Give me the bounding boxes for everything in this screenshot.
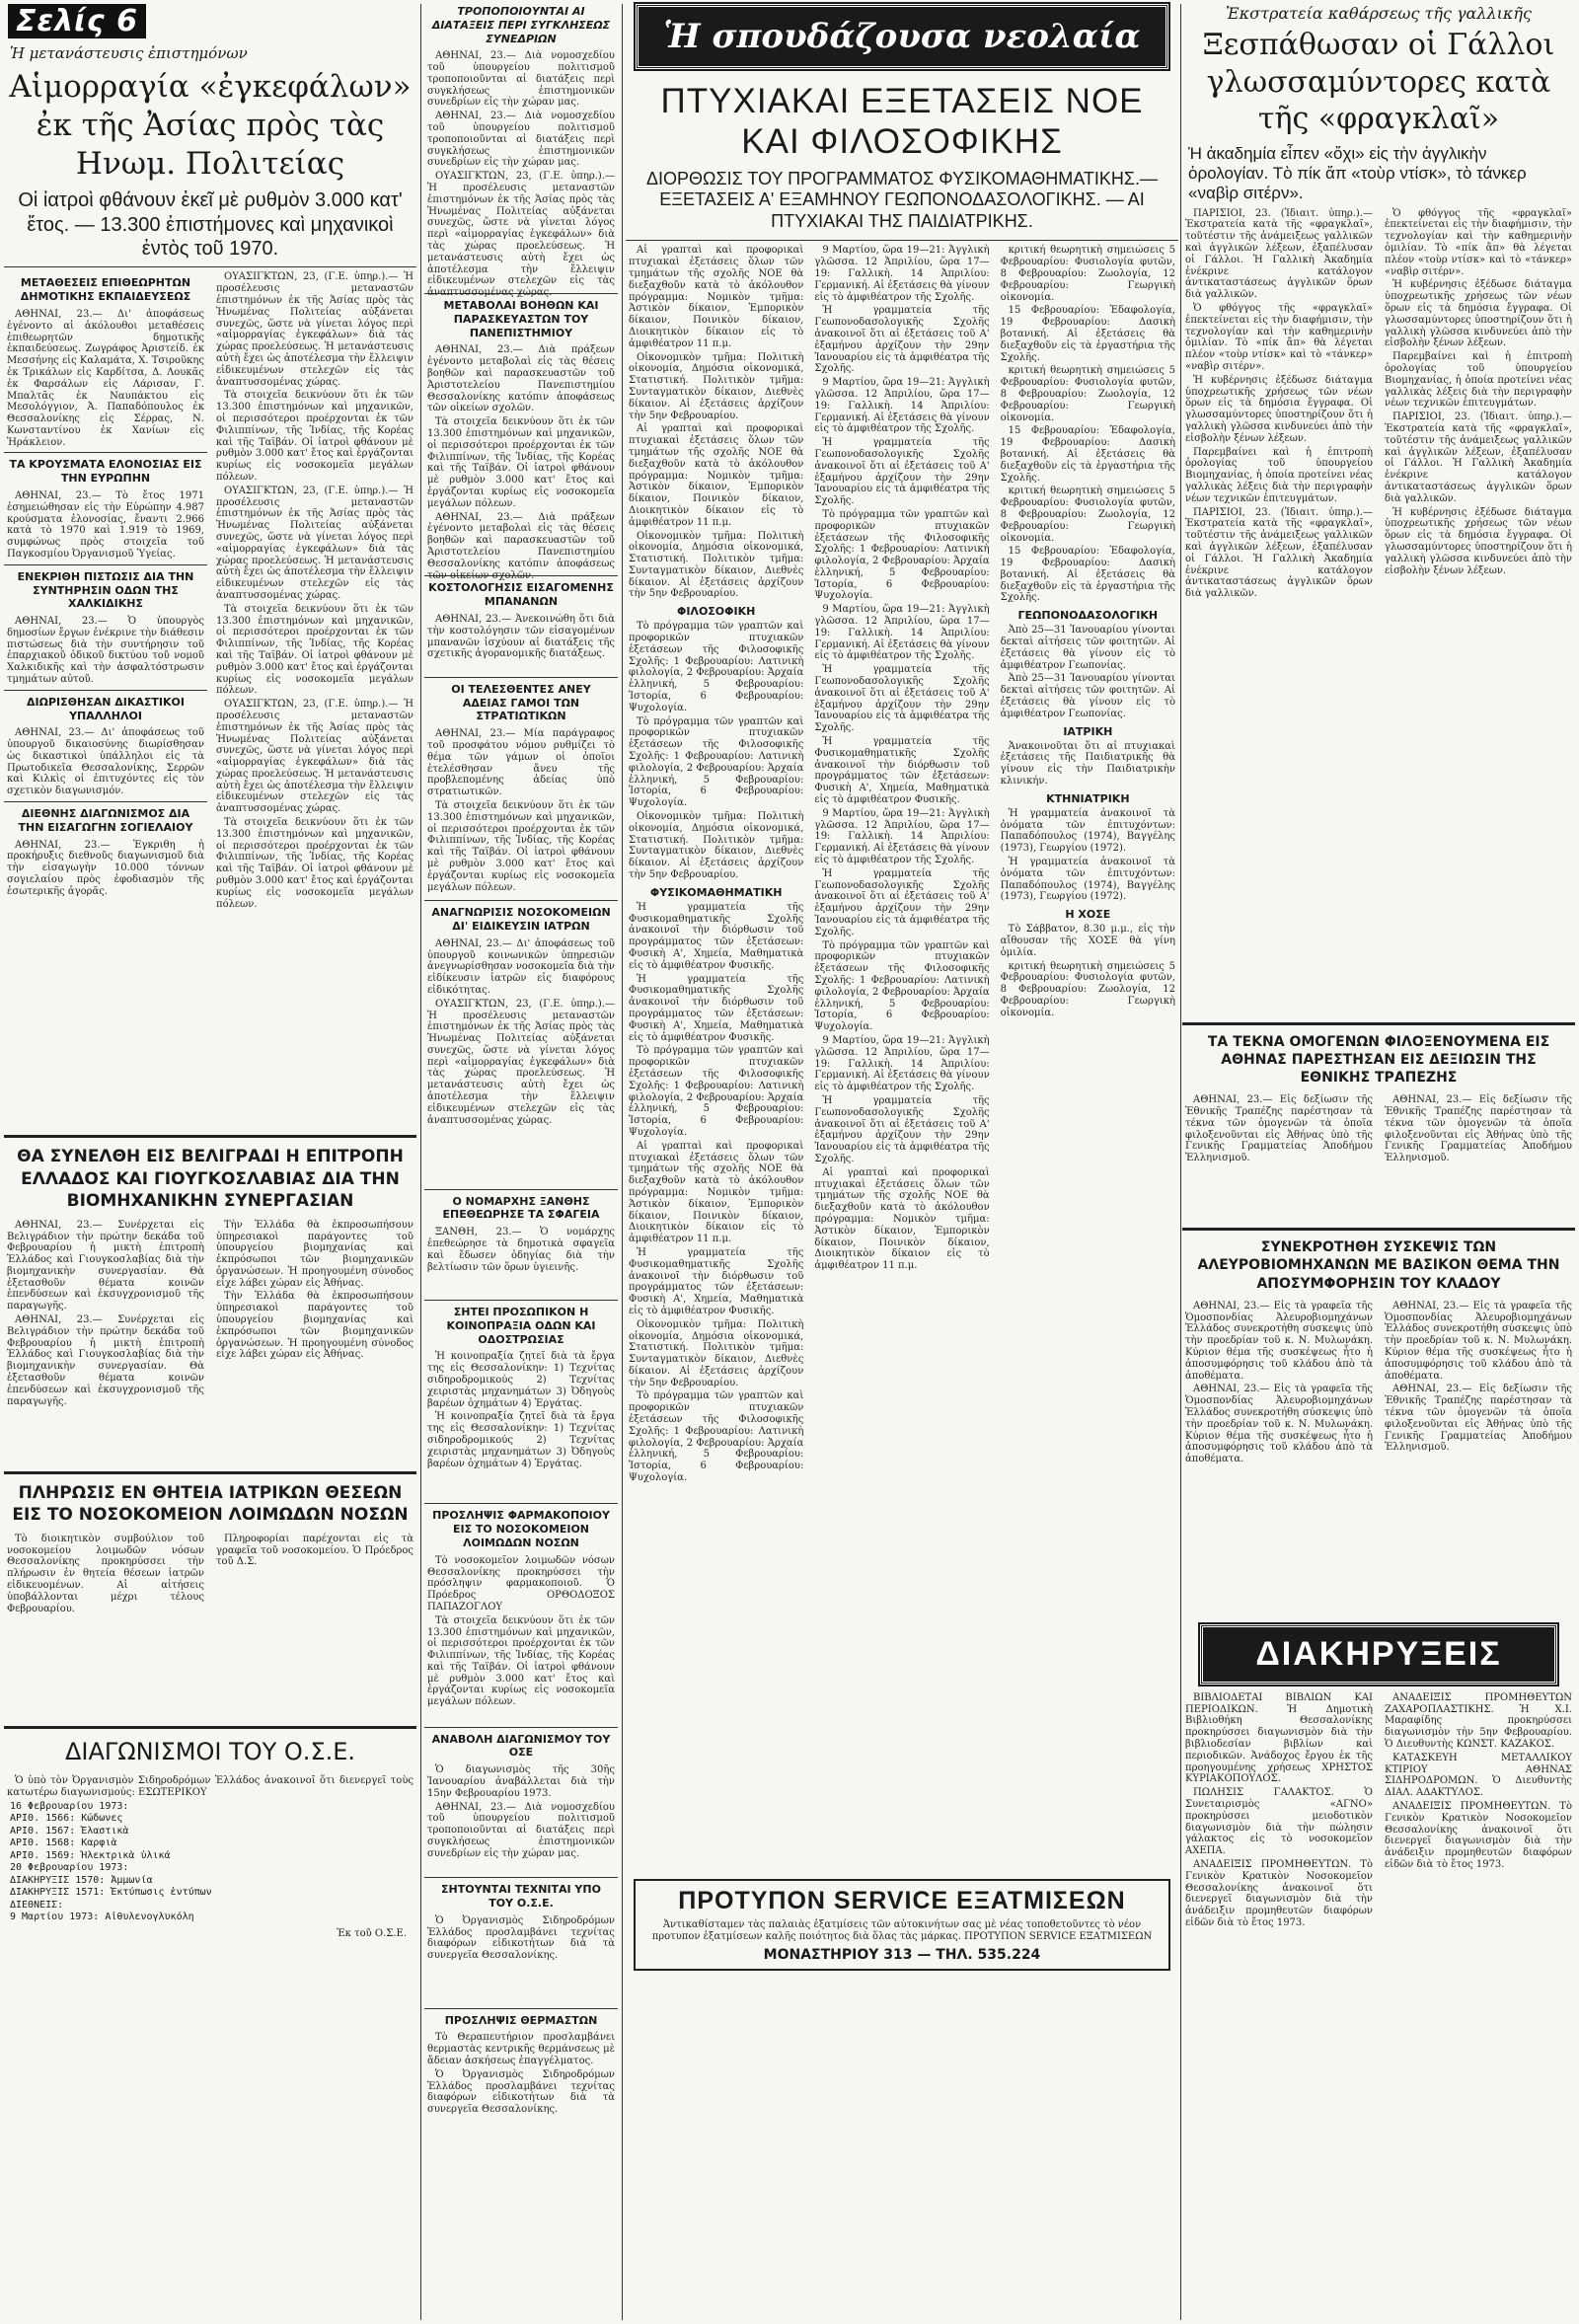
deck: Ἡ ἀκαδημία εἶπεν «ὄχι» εἰς τὴν ἀγγλικὴν ὁρολογίαν. Τὸ πίκ ἄπ «τοὺρ ντίσκ», τὸ τάνκερ «ναβὶρ σιτέρν». [1188, 143, 1527, 203]
article-body: ΑΘΗΝΑΙ, 23.— Εἰς τὰ γραφεῖα τῆς Ὁμοσπονδίας Ἀλευροβιομηχάνων Ἑλλάδος συνεκροτήθη σύσκεψις ὑπὸ τὴν προεδρίαν τοῦ κ. Ν. Μυλωνάκη. Κύριον θέμα τῆς συσκέψεως ἦτο ἡ ἀποσυμφόρησις τοῦ κλάδου ἀπὸ τὰ ἀποθέματα. ΑΘΗΝΑΙ, 23.— Εἰς τὰ γραφεῖα τῆς Ὁμοσπονδίας Ἀλευροβιομηχάνων Ἑλλάδος συνεκροτήθη σύσκεψις ὑπὸ τὴν προεδρίαν τοῦ κ. Ν. Μυλωνάκη. Κύριον θέμα τῆς συσκέψεως ἦτο ἡ ἀποσυμφόρησις τοῦ κλάδου ἀπὸ τὰ ἀποθέματα. [1185, 1300, 1373, 1465]
article-body: ΑΘΗΝΑΙ, 23.— Διὰ πράξεων ἐγένοντο μεταβολαὶ εἰς τὰς θέσεις βοηθῶν καὶ παρασκευαστῶν τοῦ Ἀριστοτελείου Πανεπιστημίου Θεσσαλονίκης κατόπιν ἀποφάσεως τῶν οἰκείων σχολῶν. Τὰ στοιχεῖα δεικνύουν ὅτι ἐκ τῶν 13.300 ἐπιστημόνων καὶ μηχανικῶν, οἱ περισσότεροι προέρχονται ἐκ τῶν Φιλιππίνων, τῆς Ἰνδίας, τῆς Κορέας καὶ τῆς Ταϊβάν. Οἱ ἰατροὶ φθάνουν μὲ ρυθμὸν 3.000 κατ' ἔτος καὶ ἐργάζονται κυρίως εἰς νοσοκομεῖα μεγάλων πόλεων. ΑΘΗΝΑΙ, 23.— Διὰ πράξεων ἐγένοντο μεταβολαὶ εἰς τὰς θέσεις βοηθῶν καὶ παρασκευαστῶν τοῦ Ἀριστοτελείου Πανεπιστημίου Θεσσαλονίκης κατόπιν ἀποφάσεως τῶν οἰκείων σχολῶν. [427, 344, 615, 581]
article-title: ΘΑ ΣΥΝΕΛΘΗ ΕΙΣ ΒΕΛΙΓΡΑΔΙ Η ΕΠΙΤΡΟΠΗ ΕΛΛΑΔΟΣ ΚΑΙ ΓΙΟΥΓΚΟΣΛΑΒΙΑΣ ΔΙΑ ΤΗΝ ΒΙΟΜΗΧΑΝΙΚΗΝ ΣΥΝΕΡΓΑΣΙΑΝ [17, 1147, 404, 1211]
article-body: ΠΑΡΙΣΙΟΙ, 23. (Ἰδιαιτ. ὑπηρ.).— Ἐκστρατεία κατὰ τῆς «φραγκλαῖ», τοῦτέστιν τῆς ἀνάμειξεως γαλλικῶν καὶ ἀγγλικῶν λέξεων, ἐξαπέλυσαν οἱ Γάλλοι. Ἡ Γαλλικὴ Ἀκαδημία ἐνέκρινε κατάλογον ἀντικαταστάσεως ἀγγλικῶν ὅρων διὰ γαλλικῶν. Ὁ φθόγγος τῆς «φραγκλαῖ» ἐπεκτείνεται εἰς τὴν διαφήμισιν, τὴν τεχνολογίαν καὶ τὴν καθημερινὴν ὁμιλίαν. Τὸ «πίκ ἄπ» θὰ λέγεται πλέον «τοὺρ ντίσκ» καὶ τὸ «τάνκερ» «ναβὶρ σιτέρν». Ἡ κυβέρνησις ἐξέδωσε διάταγμα ὑποχρεωτικῆς χρήσεως τῶν νέων ὅρων εἰς τὰ δημόσια ἔγγραφα. Οἱ γλωσσαμύντορες ὑποστηρίζουν ὅτι ἡ γαλλικὴ γλῶσσα κινδυνεύει ἀπὸ τὴν εἰσβολὴν ξένων λέξεων. Παρεμβαίνει καὶ ἡ ἐπιτροπὴ ὁρολογίας τοῦ ὑπουργείου Βιομηχανίας, ἡ ὁποία προτείνει νέας γαλλικὰς λέξεις διὰ τὴν περιγραφὴν νέων τεχνικῶν ἐπιτευγμάτων. ΠΑΡΙΣΙΟΙ, 23. (Ἰδιαιτ. ὑπηρ.).— Ἐκστρατεία κατὰ τῆς «φραγκλαῖ», τοῦτέστιν τῆς ἀνάμειξεως γαλλικῶν καὶ ἀγγλικῶν λέξεων, ἐξαπέλυσαν οἱ Γάλλοι. Ἡ Γαλλικὴ Ἀκαδημία ἐνέκρινε κατάλογον ἀντικαταστάσεως ἀγγλικῶν ὅρων διὰ γαλλικῶν. [1185, 207, 1373, 600]
article-title: ΠΡΟΣΛΗΨΙΣ ΦΑΡΜΑΚΟΠΟΙΟΥ ΕΙΣ ΤΟ ΝΟΣΟΚΟΜΕΙΟΝ ΛΟΙΜΩΔΩΝ ΝΟΣΩΝ [432, 1509, 610, 1549]
column-1 [4, 0, 416, 2324]
schedule-row: ΑΡΙΘ. 1566: Κώδωνες [10, 1813, 123, 1825]
article-body: ΑΘΗΝΑΙ, 23.— Εἰς δεξίωσιν τῆς Ἐθνικῆς Τραπέζης παρέστησαν τὰ τέκνα τῶν ὁμογενῶν τὰ ὁποῖα φιλοξενοῦνται εἰς Ἀθήνας ὑπὸ τῆς Γενικῆς Γραμματείας Ἀποδήμου Ἑλληνισμοῦ. [1185, 1094, 1373, 1164]
article-body: ΑΘΗΝΑΙ, 23.— Τὸ ἔτος 1971 ἐσημειώθησαν εἰς τὴν Εὐρώπην 4.987 κρούσματα ἐλονοσίας, ἔναντι 2.966 κατὰ τὸ 1970 καὶ 1.919 τὸ 1969, συμφώνως πρὸς στοιχεῖα τοῦ Παγκοσμίου Ὀργανισμοῦ Ὑγείας. [7, 489, 204, 560]
schedule-row: ΑΡΙΘ. 1567: Ἐλαστικὰ [10, 1825, 129, 1837]
article-body: ΑΘΗΝΑΙ, 23.— Εἰς τὰ γραφεῖα τῆς Ὁμοσπονδίας Ἀλευροβιομηχάνων Ἑλλάδος συνεκροτήθη σύσκεψις ὑπὸ τὴν προεδρίαν τοῦ κ. Ν. Μυλωνάκη. Κύριον θέμα τῆς συσκέψεως ἦτο ἡ ἀποσυμφόρησις τοῦ κλάδου ἀπὸ τὰ ἀποθέματα. ΑΘΗΝΑΙ, 23.— Εἰς δεξίωσιν τῆς Ἐθνικῆς Τραπέζης παρέστησαν τὰ τέκνα τῶν ὁμογενῶν τὰ ὁποῖα φιλοξενοῦνται εἰς Ἀθήνας ὑπὸ τῆς Γενικῆς Γραμματείας Ἀποδήμου Ἑλληνισμοῦ. [1385, 1300, 1572, 1454]
article-title: ΤΡΟΠΟΠΟΙΟΥΝΤΑΙ ΑΙ ΔΙΑΤΑΞΕΙΣ ΠΕΡΙ ΣΥΓΚΛΗΣΕΩΣ ΣΥΝΕΔΡΙΩΝ [431, 5, 611, 45]
section-heading: Η ΧΟΣΕ [1065, 908, 1111, 922]
schedule-row: ΑΡΙΘ. 1568: Καρφιὰ [10, 1837, 117, 1849]
deck: ΔΙΟΡΘΩΣΙΣ ΤΟΥ ΠΡΟΓΡΑΜΜΑΤΟΣ ΦΥΣΙΚΟΜΑΘΗΜΑΤΙΚΗΣ.— ΕΞΕΤΑΣΕΙΣ Α' ΕΞΑΜΗΝΟΥ ΓΕΩΠΟΝΟΔΑΣΟΛΟΓΙΚΗΣ. — ΑΙ ΠΤΥΧΙΑΚΑΙ ΤΗΣ ΠΑΙΔΙΑΤΡΙΚΗΣ. [645, 168, 1159, 231]
ad-title: ΠΡΟΤΥΠΟΝ SERVICE ΕΞΑΤΜΙΣΕΩΝ [678, 1887, 1126, 1915]
article-body: Τὸ πρόγραμμα τῶν γραπτῶν καὶ προφορικῶν πτυχιακῶν ἐξετάσεων τῆς Φιλοσοφικῆς Σχολῆς: 1 Φεβρουαρίου: Λατινικὴ φιλολογία, 2 Φεβρουαρίου: Ἀρχαία ἑλληνική, 5 Φεβρουαρίου: Ἱστορία, 6 Φεβρουαρίου: Ψυχολογία. Τὸ πρόγραμμα τῶν γραπτῶν καὶ προφορικῶν πτυχιακῶν ἐξετάσεων τῆς Φιλοσοφικῆς Σχολῆς: 1 Φεβρουαρίου: Λατινικὴ φιλολογία, 2 Φεβρουαρίου: Ἀρχαία ἑλληνική, 5 Φεβρουαρίου: Ἱστορία, 6 Φεβρουαρίου: Ψυχολογία. Οἰκονομικὸν τμῆμα: Πολιτικὴ οἰκονομία, Δημόσια οἰκονομικά, Στατιστική. Πολιτικὸν τμῆμα: Συνταγματικὸν δίκαιον, Διεθνὲς δίκαιον. Αἱ ἐξετάσεις ἀρχίζουν τὴν 5ην Φεβρουαρίου. [629, 621, 804, 881]
tender-schedule [10, 1801, 411, 1924]
article-title: ΠΛΗΡΩΣΙΣ ΕΝ ΘΗΤΕΙΑ ΙΑΤΡΙΚΩΝ ΘΕΣΕΩΝ ΕΙΣ ΤΟ ΝΟΣΟΚΟΜΕΙΟΝ ΛΟΙΜΩΔΩΝ ΝΟΣΩΝ [12, 1482, 409, 1525]
schedule-row: 16 Φεβρουαρίου 1973: [10, 1800, 129, 1812]
article-body: Ἡ γραμματεία ἀνακοινοῖ τὰ ὀνόματα τῶν ἐπιτυχόντων: Παπαδόπουλος (1974), Βαγγέλης (1973), Γεωργίου (1972). Ἡ γραμματεία ἀνακοινοῖ τὰ ὀνόματα τῶν ἐπιτυχόντων: Παπαδόπουλος (1974), Βαγγέλης (1973), Γεωργίου (1972). [1000, 807, 1175, 903]
article-title: ΠΡΟΣΛΗΨΙΣ ΘΕΡΜΑΣΤΩΝ [444, 2013, 598, 2027]
section-banner: ΔΙΑΚΗΡΥΞΕΙΣ [1200, 1624, 1557, 1685]
headline: ΠΤΥΧΙΑΚΑΙ ΕΞΕΤΑΣΕΙΣ ΝΟΕ ΚΑΙ ΦΙΛΟΣΟΦΙΚΗΣ [660, 82, 1144, 162]
article-body: ΑΘΗΝΑΙ, 23.— Διὰ νομοσχεδίου τοῦ ὑπουργείου πολιτισμοῦ τροποποιοῦνται αἱ διατάξεις περὶ συγκλήσεως ἐπιστημονικῶν συνεδρίων εἰς τὴν χώραν μας. ΑΘΗΝΑΙ, 23.— Διὰ νομοσχεδίου τοῦ ὑπουργείου πολιτισμοῦ τροποποιοῦνται αἱ διατάξεις περὶ συγκλήσεως ἐπιστημονικῶν συνεδρίων εἰς τὴν χώραν μας. [427, 50, 615, 169]
section-heading: ΦΙΛΟΣΟΦΙΚΗ [676, 605, 756, 619]
article-title: ΜΕΤΑΒΟΛΑΙ ΒΟΗΘΩΝ ΚΑΙ ΠΑΡΑΣΚΕΥΑΣΤΩΝ ΤΟΥ ΠΑΝΕΠΙΣΤΗΜΙΟΥ [443, 299, 599, 339]
article-body: Ἡ κοινοπραξία ζητεῖ διὰ τὰ ἔργα της εἰς Θεσσαλονίκην: 1) Τεχνίτας σιδηροδρομικούς 2) Τεχνίτας χειριστὰς μηχανημάτων 3) Ὀδηγοὺς βαρέων ὀχημάτων 4) Ἐργάτας. Ἡ κοινοπραξία ζητεῖ διὰ τὰ ἔργα της εἰς Θεσσαλονίκην: 1) Τεχνίτας σιδηροδρομικούς 2) Τεχνίτας χειριστὰς μηχανημάτων 3) Ὀδηγοὺς βαρέων ὀχημάτων 4) Ἐργάτας. [427, 1351, 615, 1469]
article-body: ΑΝΑΔΕΙΞΙΣ ΠΡΟΜΗΘΕΥΤΩΝ ΖΑΧΑΡΟΠΛΑΣΤΙΚΗΣ. Ἡ Χ.Ι. Μαραφίδης προκηρύσσει διαγωνισμὸν τὴν 5ην Φεβρουαρίου. Ὁ Διευθυντὴς ΚΩΝΣΤ. ΚΑΖΑΚΟΣ. ΚΑΤΑΣΚΕΥΗ ΜΕΤΑΛΛΙΚΟΥ ΚΤΙΡΙΟΥ ΑΘΗΝΑΣ ΣΙΔΗΡΟΔΡΟΜΩΝ. Ὁ Διευθυντὴς ΔΙΑΛ. ΑΔΑΚΤΥΛΟΣ. ΑΝΑΔΕΙΞΙΣ ΠΡΟΜΗΘΕΥΤΩΝ. Τὸ Γενικὸν Κρατικὸν Νοσοκομεῖον Θεσσαλονίκης ἀνακοινοῖ ὅτι διενεργεῖ διαγωνισμὸν διὰ τὴν ἀνάδειξιν προμηθευτῶν διαφόρων εἰδῶν διὰ τὸ ἔτος 1973. [1385, 1691, 1572, 1870]
article-body: ΑΘΗΝΑΙ, 23.— Συνέρχεται εἰς Βελιγράδιον τὴν πρώτην δεκάδα τοῦ Φεβρουαρίου ἡ μικτὴ ἐπιτροπὴ Ἑλλάδος καὶ Γιουγκοσλαβίας διὰ τὴν βιομηχανικὴν συνεργασίαν. Θὰ ἐξετασθοῦν θέματα κοινῶν ἐπενδύσεων καὶ ἐκσυγχρονισμοῦ τῆς παραγωγῆς. ΑΘΗΝΑΙ, 23.— Συνέρχεται εἰς Βελιγράδιον τὴν πρώτην δεκάδα τοῦ Φεβρουαρίου ἡ μικτὴ ἐπιτροπὴ Ἑλλάδος καὶ Γιουγκοσλαβίας διὰ τὴν βιομηχανικὴν συνεργασίαν. Θὰ ἐξετασθοῦν θέματα κοινῶν ἐπενδύσεων καὶ ἐκσυγχρονισμοῦ τῆς παραγωγῆς. [7, 1219, 204, 1407]
signature: Ἐκ τοῦ Ο.Σ.Ε. [337, 1927, 407, 1939]
article-body: Ἀνακοινοῦται ὅτι αἱ πτυχιακαὶ ἐξετάσεις τῆς Παιδιατρικῆς θὰ γίνουν εἰς τὴν Παιδιατρικὴν κλινικήν. [1000, 740, 1175, 787]
article-title: ΑΝΑΓΝΩΡΙΣΙΣ ΝΟΣΟΚΟΜΕΙΩΝ ΔΙ' ΕΙΔΙΚΕΥΣΙΝ ΙΑΤΡΩΝ [431, 906, 611, 933]
column-rule [1180, 4, 1181, 2320]
article-title: ΜΕΤΑΘΕΣΕΙΣ ΕΠΙΘΕΩΡΗΤΩΝ ΔΗΜΟΤΙΚΗΣ ΕΚΠΑΙΔΕΥΣΕΩΣ [20, 276, 191, 304]
schedule-row: ΔΙΑΚΗΡΥΞΙΣ 1571: Ἐκτύπωσις ἐντύπων [10, 1887, 212, 1899]
article-title: ΔΙΕΘΝΗΣ ΔΙΑΓΩΝΙΣΜΟΣ ΔΙΑ ΤΗΝ ΕΙΣΑΓΩΓΗΝ ΣΟΓΙΕΛΑΙΟΥ [18, 807, 193, 834]
section-heading: ΙΑΤΡΙΚΗ [1063, 724, 1113, 738]
column-2 [424, 0, 618, 2324]
article-title: ΔΙΑΓΩΝΙΣΜΟΙ ΤΟΥ Ο.Σ.Ε. [64, 1737, 356, 1765]
article-body: ΑΘΗΝΑΙ, 23.— Ἐγκριθη ἡ προκήρυξις διεθνοῦς διαγωνισμοῦ διὰ τὴν εἰσαγωγὴν 10.000 τόννων σογιελαίου πρὸς ἐφοδιασμὸν τῆς ἐσωτερικῆς ἀγορᾶς. [7, 839, 204, 897]
article-body: Ὁ ὑπὸ τὸν Ὀργανισμὸν Σιδηροδρόμων Ἑλλάδος ἀνακοινοῖ ὅτι διενεργεῖ τοὺς κατωτέρω διαγωνισμούς: ΕΣΩΤΕΡΙΚΟΥ [7, 1775, 414, 1798]
article-continuation: ΟΥΑΣΙΓΚΤΩΝ, 23, (Γ.Ε. ὑπηρ.).— Ἡ προσέλευσις μεταναστῶν ἐπιστημόνων ἐκ τῆς Ἀσίας πρὸς τὰς Ἡνωμένας Πολιτείας αὐξάνεται συνεχῶς, ὥστε νὰ γίνεται λόγος περὶ «αἱμορραγίας ἐγκεφάλων» διὰ τὰς χώρας προελεύσεως. Ἡ μετανάστευσις αὐτὴ ἔχει ὡς ἀποτέλεσμα τὴν ἔλλειψιν εἰδικευμένων στελεχῶν εἰς τὰς ἀναπτυσσομένας χώρας. Τὰ στοιχεῖα δεικνύουν ὅτι ἐκ τῶν 13.300 ἐπιστημόνων καὶ μηχανικῶν, οἱ περισσότεροι προέρχονται ἐκ τῶν Φιλιππίνων, τῆς Ἰνδίας, τῆς Κορέας καὶ τῆς Ταϊβάν. Οἱ ἰατροὶ φθάνουν μὲ ρυθμὸν 3.000 κατ' ἔτος καὶ ἐργάζονται κυρίως εἰς νοσοκομεῖα μεγάλων πόλεων. ΟΥΑΣΙΓΚΤΩΝ, 23, (Γ.Ε. ὑπηρ.).— Ἡ προσέλευσις μεταναστῶν ἐπιστημόνων ἐκ τῆς Ἀσίας πρὸς τὰς Ἡνωμένας Πολιτείας αὐξάνεται συνεχῶς, ὥστε νὰ γίνεται λόγος περὶ «αἱμορραγίας ἐγκεφάλων» διὰ τὰς χώρας προελεύσεως. Ἡ μετανάστευσις αὐτὴ ἔχει ὡς ἀποτέλεσμα τὴν ἔλλειψιν εἰδικευμένων στελεχῶν εἰς τὰς ἀναπτυσσομένας χώρας. Τὰ στοιχεῖα δεικνύουν ὅτι ἐκ τῶν 13.300 ἐπιστημόνων καὶ μηχανικῶν, οἱ περισσότεροι προέρχονται ἐκ τῶν Φιλιππίνων, τῆς Ἰνδίας, τῆς Κορέας καὶ τῆς Ταϊβάν. Οἱ ἰατροὶ φθάνουν μὲ ρυθμὸν 3.000 κατ' ἔτος καὶ ἐργάζονται κυρίως εἰς νοσοκομεῖα μεγάλων πόλεων. ΟΥΑΣΙΓΚΤΩΝ, 23, (Γ.Ε. ὑπηρ.).— Ἡ προσέλευσις μεταναστῶν ἐπιστημόνων ἐκ τῆς Ἀσίας πρὸς τὰς Ἡνωμένας Πολιτείας αὐξάνεται συνεχῶς, ὥστε νὰ γίνεται λόγος περὶ «αἱμορραγίας ἐγκεφάλων» διὰ τὰς χώρας προελεύσεως. Ἡ μετανάστευσις αὐτὴ ἔχει ὡς ἀποτέλεσμα τὴν ἔλλειψιν εἰδικευμένων στελεχῶν εἰς τὰς ἀναπτυσσομένας χώρας. Τὰ στοιχεῖα δεικνύουν ὅτι ἐκ τῶν 13.300 ἐπιστημόνων καὶ μηχανικῶν, οἱ περισσότεροι προέρχονται ἐκ τῶν Φιλιππίνων, τῆς Ἰνδίας, τῆς Κορέας καὶ τῆς Ταϊβάν. Οἱ ἰατροὶ φθάνουν μὲ ρυθμὸν 3.000 κατ' ἔτος καὶ ἐργάζονται κυρίως εἰς νοσοκομεῖα μεγάλων πόλεων. [216, 271, 414, 910]
ad-text: Ἀντικαθίσταμεν τὰς παλαιὰς ἐξατμίσεις τῶν αὐτοκινήτων σας μὲ νέας τοποθετοῦντες τὸ νέον προτυπον ἐξατμίσεων καλῆς ποιότητος διὰ ὅλας τὰς μάρκας. ΠΡΟΤΥΠΟΝ SERVICE ΕΞΑΤΜΙΣΕΩΝ [651, 1919, 1153, 1943]
article-body: ΑΘΗΝΑΙ, 23.— Εἰς δεξίωσιν τῆς Ἐθνικῆς Τραπέζης παρέστησαν τὰ τέκνα τῶν ὁμογενῶν τὰ ὁποῖα φιλοξενοῦνται εἰς Ἀθήνας ὑπὸ τῆς Γενικῆς Γραμματείας Ἀποδήμου Ἑλληνισμοῦ. [1385, 1094, 1572, 1164]
article-title: ΚΟΣΤΟΛΟΓΗΣΙΣ ΕΙΣΑΓΟΜΕΝΗΣ ΜΠΑΝΑΝΩΝ [428, 581, 614, 609]
article-title: ΣΗΤΟΥΝΤΑΙ ΤΕΧΝΙΤΑΙ ΥΠΟ ΤΟΥ Ο.Σ.Ε. [441, 1883, 601, 1910]
section-heading: ΦΥΣΙΚΟΜΑΘΗΜΑΤΙΚΗ [649, 885, 783, 899]
article-body: Ὁ Ὀργανισμὸς Σιδηροδρόμων Ἑλλάδος προσλαμβάνει τεχνίτας διαφόρων εἰδικοτήτων διὰ τὰ συνεργεῖα Θεσσαλονίκης. [427, 1914, 615, 1962]
headline: Ξεσπάθωσαν οἱ Γάλλοι γλωσσαμύντορες κατὰ τῆς «φραγκλαῖ» [1202, 28, 1555, 136]
kicker: Ἡ μετανάστευσις ἐπιστημόνων [10, 44, 248, 62]
article-title: ΟΙ ΤΕΛΕΣΘΕΝΤΕΣ ΑΝΕΥ ΑΔΕΙΑΣ ΓΑΜΟΙ ΤΩΝ ΣΤΡΑΤΙΩΤΙΚΩΝ [451, 682, 591, 723]
article-body: Τὴν Ἑλλάδα θὰ ἐκπροσωπήσουν ὑπηρεσιακοὶ παράγοντες τοῦ ὑπουργείου βιομηχανίας καὶ ἐκπρόσωποι τῶν βιομηχανικῶν ὀργανώσεων. Ἡ προηγουμένη σύνοδος εἶχε λάβει χώραν εἰς Ἀθήνας. Τὴν Ἑλλάδα θὰ ἐκπροσωπήσουν ὑπηρεσιακοὶ παράγοντες τοῦ ὑπουργείου βιομηχανίας καὶ ἐκπρόσωποι τῶν βιομηχανικῶν ὀργανώσεων. Ἡ προηγουμένη σύνοδος εἶχε λάβει χώραν εἰς Ἀθήνας. [216, 1219, 414, 1361]
schedule-row: 9 Μαρτίου 1973: Αἰθυλενογλυκόλη [10, 1912, 194, 1923]
section-heading: ΓΕΩΠΟΝΟΔΑΣΟΛΟΓΙΚΗ [1017, 609, 1159, 623]
article-title: Ο ΝΟΜΑΡΧΗΣ ΞΑΝΘΗΣ ΕΠΕΘΕΩΡΗΣΕ ΤΑ ΣΦΑΓΕΙΑ [442, 1194, 600, 1222]
article-body: ΑΘΗΝΑΙ, 23.— Ἀνεκοινώθη ὅτι διὰ τὴν κοστολόγησιν τῶν εἰσαγομένων μπανανῶν ἰσχύουν αἱ διατάξεις τῆς σχετικῆς ἀγορανομικῆς διατάξεως. [427, 613, 615, 660]
article-body: Τὸ Θεραπευτήριον προσλαμβάνει θερμαστὰς κεντρικῆς θερμάνσεως μὲ ἄδειαν ἀσκήσεως ἐπαγγέλματος. Ὁ Ὀργανισμὸς Σιδηροδρόμων Ἑλλάδος προσλαμβάνει τεχνίτας διαφόρων εἰδικοτήτων διὰ τὰ συνεργεῖα Θεσσαλονίκης. [427, 2032, 615, 2116]
article-body: ΑΘΗΝΑΙ, 23.— Δι' ἀποφάσεως ἐγένοντο αἱ ἀκόλουθοι μεταθέσεις ἐπιθεωρητῶν δημοτικῆς ἐκπαιδεύσεως. Ζωγράφος Ἀριστείδ. ἐκ Μεσσήνης εἰς Καλαμάτα, Χ. Τσιροῦκης ἐκ Τρικάλων εἰς Καρδίτσα, Δ. Λουκᾶς ἐκ Φαρσάλων εἰς Λάρισαν, Γ. Μπαλτᾶς ἐκ Ναυπάκτου εἰς Μεσολόγγιον, Ἀ. Παπαδόπουλος ἐκ Θεσσαλονίκης εἰς Σέρρας, Ν. Κωνσταντίνου ἐκ Χανίων εἰς Ἡράκλειον. [7, 308, 204, 448]
article-title: ΣΥΝΕΚΡΟΤΗΘΗ ΣΥΣΚΕΨΙΣ ΤΩΝ ΑΛΕΥΡΟΒΙΟΜΗΧΑΝΩΝ ΜΕ ΒΑΣΙΚΟΝ ΘΕΜΑ ΤΗΝ ΑΠΟΣΥΜΦΟΡΗΣΙΝ ΤΟΥ ΚΛΑΔΟΥ [1197, 1239, 1560, 1292]
article-body: Ἀπὸ 25—31 Ἰανουαρίου γίνονται δεκταὶ αἰτήσεις τῶν φοιτητῶν. Αἱ ἐξετάσεις θὰ γίνουν εἰς τὸ ἀμφιθέατρον Γεωπονίας. Ἀπὸ 25—31 Ἰανουαρίου γίνονται δεκταὶ αἰτήσεις τῶν φοιτητῶν. Αἱ ἐξετάσεις θὰ γίνουν εἰς τὸ ἀμφιθέατρον Γεωπονίας. [1000, 625, 1175, 719]
ad-address: ΜΟΝΑΣΤΗΡΙΟΥ 313 — ΤΗΛ. 535.224 [763, 1946, 1041, 1963]
advertisement [634, 1879, 1170, 1971]
article-body: ΞΑΝΘΗ, 23.— Ὁ νομάρχης ἐπεθεώρησε τὰ δημοτικὰ σφαγεῖα καὶ ἔδωσεν ὁδηγίας διὰ τὴν βελτίωσιν τῶν ὅρων ὑγιεινῆς. [427, 1227, 615, 1273]
article-body: ΒΙΒΛΙΟΔΕΤΑΙ ΒΙΒΛΙΩΝ ΚΑΙ ΠΕΡΙΟΔΙΚΩΝ. Ἡ Δημοτικὴ Βιβλιοθήκη Θεσσαλονίκης προκηρύσσει διαγωνισμὸν διὰ τὴν βιβλιοδεσίαν βιβλίων καὶ περιοδικῶν. Ἀνάδοχος ἔργου ἐκ τῆς προηγουμένης χρήσεως ΧΡΗΣΤΟΣ ΚΥΡΙΑΚΟΠΟΥΛΟΣ. ΠΩΛΗΣΙΣ ΓΑΛΑΚΤΟΣ. Ὁ Συνεταιρισμὸς «ΑΓΝΟ» προκηρύσσει μειοδοτικὸν διαγωνισμὸν διὰ τὴν πώλησιν γάλακτος εἰς τὸ νοσοκομεῖον ΑΧΕΠΑ. ΑΝΑΔΕΙΞΙΣ ΠΡΟΜΗΘΕΥΤΩΝ. Τὸ Γενικὸν Κρατικὸν Νοσοκομεῖον Θεσσαλονίκης ἀνακοινοῖ ὅτι διενεργεῖ διαγωνισμὸν διὰ τὴν ἀνάδειξιν προμηθευτῶν διαφόρων εἰδῶν διὰ τὸ ἔτος 1973. [1185, 1691, 1373, 1928]
article-title: ΤΑ ΤΕΚΝΑ ΟΜΟΓΕΝΩΝ ΦΙΛΟΞΕΝΟΥΜΕΝΑ ΕΙΣ ΑΘΗΝΑΣ ΠΑΡΕΣΤΗΣΑΝ ΕΙΣ ΔΕΞΙΩΣΙΝ ΤΗΣ ΕΘΝΙΚΗΣ ΤΡΑΠΕΖΗΣ [1207, 1033, 1550, 1087]
article-body: ΑΘΗΝΑΙ, 23.— Δι' ἀποφάσεως τοῦ ὑπουργοῦ δικαιοσύνης διωρίσθησαν ὡς δικαστικοὶ ὑπάλληλοι εἰς τὰ Πρωτοδικεῖα Θεσσαλονίκης, Σερρῶν καὶ Κιλκὶς οἱ ἐπιτυχόντες εἰς τὸν σχετικὸν διαγωνισμόν. [7, 727, 204, 797]
article-title: ΔΙΩΡΙΣΘΗΣΑΝ ΔΙΚΑΣΤΙΚΟΙ ΥΠΑΛΛΗΛΟΙ [27, 695, 185, 722]
article-body: ΑΘΗΝΑΙ, 23.— Μία παράγραφος τοῦ προσφάτου νόμου ρυθμίζει τὸ θέμα τῶν γάμων οἱ ὁποῖοι ἐτελέσθησαν ἄνευ τῆς προβλεπομένης ἀδείας ὑπὸ στρατιωτικῶν. Τὰ στοιχεῖα δεικνύουν ὅτι ἐκ τῶν 13.300 ἐπιστημόνων καὶ μηχανικῶν, οἱ περισσότεροι προέρχονται ἐκ τῶν Φιλιππίνων, τῆς Ἰνδίας, τῆς Κορέας καὶ τῆς Ταϊβάν. Οἱ ἰατροὶ φθάνουν μὲ ρυθμὸν 3.000 κατ' ἔτος καὶ ἐργάζονται κυρίως εἰς νοσοκομεῖα μεγάλων πόλεων. [427, 728, 615, 893]
article-body: Ἡ γραμματεία τῆς Φυσικομαθηματικῆς Σχολῆς ἀνακοινοῖ τὴν διόρθωσιν τοῦ προγράμματος τῶν ἐξετάσεων: Φυσικὴ Α', Χημεία, Μαθηματικὰ εἰς τὸ ἀμφιθέατρον Φυσικῆς. Ἡ γραμματεία τῆς Φυσικομαθηματικῆς Σχολῆς ἀνακοινοῖ τὴν διόρθωσιν τοῦ προγράμματος τῶν ἐξετάσεων: Φυσικὴ Α', Χημεία, Μαθηματικὰ εἰς τὸ ἀμφιθέατρον Φυσικῆς. Τὸ πρόγραμμα τῶν γραπτῶν καὶ προφορικῶν πτυχιακῶν ἐξετάσεων τῆς Φιλοσοφικῆς Σχολῆς: 1 Φεβρουαρίου: Λατινικὴ φιλολογία, 2 Φεβρουαρίου: Ἀρχαία ἑλληνική, 5 Φεβρουαρίου: Ἱστορία, 6 Φεβρουαρίου: Ψυχολογία. Αἱ γραπταὶ καὶ προφορικαὶ πτυχιακαὶ ἐξετάσεις ὅλων τῶν τμημάτων τῆς σχολῆς ΝΟΕ θὰ διεξαχθοῦν κατὰ τὸ ἀκόλουθον πρόγραμμα: Νομικὸν τμῆμα: Ἀστικὸν δίκαιον, Ἐμπορικὸν δίκαιον, Ποινικὸν δίκαιον, Διοικητικὸν δίκαιον εἰς τὸ ἀμφιθέατρον 11 π.μ. Ἡ γραμματεία τῆς Φυσικομαθηματικῆς Σχολῆς ἀνακοινοῖ τὴν διόρθωσιν τοῦ προγράμματος τῶν ἐξετάσεων: Φυσικὴ Α', Χημεία, Μαθηματικὰ εἰς τὸ ἀμφιθέατρον Φυσικῆς. Οἰκονομικὸν τμῆμα: Πολιτικὴ οἰκονομία, Δημόσια οἰκονομικά, Στατιστική. Πολιτικὸν τμῆμα: Συνταγματικὸν δίκαιον, Διεθνὲς δίκαιον. Αἱ ἐξετάσεις ἀρχίζουν τὴν 5ην Φεβρουαρίου. Τὸ πρόγραμμα τῶν γραπτῶν καὶ προφορικῶν πτυχιακῶν ἐξετάσεων τῆς Φιλοσοφικῆς Σχολῆς: 1 Φεβρουαρίου: Λατινικὴ φιλολογία, 2 Φεβρουαρίου: Ἀρχαία ἑλληνική, 5 Φεβρουαρίου: Ἱστορία, 6 Φεβρουαρίου: Ψυχολογία. [629, 901, 804, 1484]
deck: Οἱ ἰατροὶ φθάνουν ἐκεῖ μὲ ρυθμὸν 3.000 κατ' ἔτος. — 13.300 ἐπιστήμονες καὶ μηχανικοὶ ἐντὸς τοῦ 1970. [18, 189, 403, 261]
article-body: Τὸ νοσοκομεῖον λοιμωδῶν νόσων Θεσσαλονίκης προκηρύσσει τὴν πρόσληψιν φαρμακοποιοῦ. Ὁ Πρόεδρος ΟΡΘΟΔΟΞΟΣ ΠΑΠΑΖΟΓΛΟΥ Τὰ στοιχεῖα δεικνύουν ὅτι ἐκ τῶν 13.300 ἐπιστημόνων καὶ μηχανικῶν, οἱ περισσότεροι προέρχονται ἐκ τῶν Φιλιππίνων, τῆς Ἰνδίας, τῆς Κορέας καὶ τῆς Ταϊβάν. Οἱ ἰατροὶ φθάνουν μὲ ρυθμὸν 3.000 κατ' ἔτος καὶ ἐργάζονται κυρίως εἰς νοσοκομεῖα μεγάλων πόλεων. [427, 1554, 615, 1708]
column-3 [626, 0, 1178, 2324]
section-banner: Ἡ σπουδάζουσα νεολαία [636, 4, 1168, 69]
schedule-row: ΔΙΑΚΗΡΥΞΙΣ 1570: Ἀμμωνία [10, 1874, 153, 1886]
article-body: 9 Μαρτίου, ὥρα 19—21: Ἀγγλικὴ γλῶσσα. 12 Ἀπριλίου, ὥρα 17—19: Γαλλικὴ. 14 Ἀπριλίου: Γερμανική. Αἱ ἐξετάσεις θὰ γίνουν εἰς τὸ ἀμφιθέατρον τῆς Σχολῆς. Ἡ γραμματεία τῆς Γεωπονοδασολογικῆς Σχολῆς ἀνακοινοῖ ὅτι αἱ ἐξετάσεις τοῦ Α' ἑξαμήνου ἀρχίζουν τὴν 29ην Ἰανουαρίου εἰς τὰ ἀμφιθέατρα τῆς Σχολῆς. 9 Μαρτίου, ὥρα 19—21: Ἀγγλικὴ γλῶσσα. 12 Ἀπριλίου, ὥρα 17—19: Γαλλικὴ. 14 Ἀπριλίου: Γερμανική. Αἱ ἐξετάσεις θὰ γίνουν εἰς τὸ ἀμφιθέατρον τῆς Σχολῆς. Ἡ γραμματεία τῆς Γεωπονοδασολογικῆς Σχολῆς ἀνακοινοῖ ὅτι αἱ ἐξετάσεις τοῦ Α' ἑξαμήνου ἀρχίζουν τὴν 29ην Ἰανουαρίου εἰς τὰ ἀμφιθέατρα τῆς Σχολῆς. Τὸ πρόγραμμα τῶν γραπτῶν καὶ προφορικῶν πτυχιακῶν ἐξετάσεων τῆς Φιλοσοφικῆς Σχολῆς: 1 Φεβρουαρίου: Λατινικὴ φιλολογία, 2 Φεβρουαρίου: Ἀρχαία ἑλληνική, 5 Φεβρουαρίου: Ἱστορία, 6 Φεβρουαρίου: Ψυχολογία. 9 Μαρτίου, ὥρα 19—21: Ἀγγλικὴ γλῶσσα. 12 Ἀπριλίου, ὥρα 17—19: Γαλλικὴ. 14 Ἀπριλίου: Γερμανική. Αἱ ἐξετάσεις θὰ γίνουν εἰς τὸ ἀμφιθέατρον τῆς Σχολῆς. Ἡ γραμματεία τῆς Γεωπονοδασολογικῆς Σχολῆς ἀνακοινοῖ ὅτι αἱ ἐξετάσεις τοῦ Α' ἑξαμήνου ἀρχίζουν τὴν 29ην Ἰανουαρίου εἰς τὰ ἀμφιθέατρα τῆς Σχολῆς. Ἡ γραμματεία τῆς Φυσικομαθηματικῆς Σχολῆς ἀνακοινοῖ τὴν διόρθωσιν τοῦ προγράμματος τῶν ἐξετάσεων: Φυσικὴ Α', Χημεία, Μαθηματικὰ εἰς τὸ ἀμφιθέατρον Φυσικῆς. 9 Μαρτίου, ὥρα 19—21: Ἀγγλικὴ γλῶσσα. 12 Ἀπριλίου, ὥρα 17—19: Γαλλικὴ. 14 Ἀπριλίου: Γερμανική. Αἱ ἐξετάσεις θὰ γίνουν εἰς τὸ ἀμφιθέατρον τῆς Σχολῆς. Ἡ γραμματεία τῆς Γεωπονοδασολογικῆς Σχολῆς ἀνακοινοῖ ὅτι αἱ ἐξετάσεις τοῦ Α' ἑξαμήνου ἀρχίζουν τὴν 29ην Ἰανουαρίου εἰς τὰ ἀμφιθέατρα τῆς Σχολῆς. Τὸ πρόγραμμα τῶν γραπτῶν καὶ προφορικῶν πτυχιακῶν ἐξετάσεων τῆς Φιλοσοφικῆς Σχολῆς: 1 Φεβρουαρίου: Λατινικὴ φιλολογία, 2 Φεβρουαρίου: Ἀρχαία ἑλληνική, 5 Φεβρουαρίου: Ἱστορία, 6 Φεβρουαρίου: Ψυχολογία. 9 Μαρτίου, ὥρα 19—21: Ἀγγλικὴ γλῶσσα. 12 Ἀπριλίου, ὥρα 17—19: Γαλλικὴ. 14 Ἀπριλίου: Γερμανική. Αἱ ἐξετάσεις θὰ γίνουν εἰς τὸ ἀμφιθέατρον τῆς Σχολῆς. Ἡ γραμματεία τῆς Γεωπονοδασολογικῆς Σχολῆς ἀνακοινοῖ ὅτι αἱ ἐξετάσεις τοῦ Α' ἑξαμήνου ἀρχίζουν τὴν 29ην Ἰανουαρίου εἰς τὰ ἀμφιθέατρα τῆς Σχολῆς. Αἱ γραπταὶ καὶ προφορικαὶ πτυχιακαὶ ἐξετάσεις ὅλων τῶν τμημάτων τῆς σχολῆς ΝΟΕ θὰ διεξαχθοῦν κατὰ τὸ ἀκόλουθον πρόγραμμα: Νομικὸν τμῆμα: Ἀστικὸν δίκαιον, Ἐμπορικὸν δίκαιον, Ποινικὸν δίκαιον, Διοικητικὸν δίκαιον εἰς τὸ ἀμφιθέατρον 11 π.μ. [814, 245, 990, 1272]
article-title: ΤΑ ΚΡΟΥΣΜΑΤΑ ΕΛΟΝΟΣΙΑΣ ΕΙΣ ΤΗΝ ΕΥΡΩΠΗΝ [9, 458, 202, 486]
column-rule [622, 4, 623, 2320]
column-rule [420, 4, 421, 2320]
article-body: κριτική θεωρητικὴ σημειώσεις 5 Φεβρουαρίου: Φυσιολογία φυτῶν, 8 Φεβρουαρίου: Ζωολογία, 12 Φεβρουαρίου: Γεωργικὴ οἰκονομία. 15 Φεβρουαρίου: Ἐδαφολογία, 19 Φεβρουαρίου: Δασικὴ βοτανική. Αἱ ἐξετάσεις θὰ διεξαχθοῦν εἰς τὰ ἐργαστήρια τῆς Σχολῆς. κριτική θεωρητικὴ σημειώσεις 5 Φεβρουαρίου: Φυσιολογία φυτῶν, 8 Φεβρουαρίου: Ζωολογία, 12 Φεβρουαρίου: Γεωργικὴ οἰκονομία. 15 Φεβρουαρίου: Ἐδαφολογία, 19 Φεβρουαρίου: Δασικὴ βοτανική. Αἱ ἐξετάσεις θὰ διεξαχθοῦν εἰς τὰ ἐργαστήρια τῆς Σχολῆς. κριτική θεωρητικὴ σημειώσεις 5 Φεβρουαρίου: Φυσιολογία φυτῶν, 8 Φεβρουαρίου: Ζωολογία, 12 Φεβρουαρίου: Γεωργικὴ οἰκονομία. 15 Φεβρουαρίου: Ἐδαφολογία, 19 Φεβρουαρίου: Δασικὴ βοτανική. Αἱ ἐξετάσεις θὰ διεξαχθοῦν εἰς τὰ ἐργαστήρια τῆς Σχολῆς. [1000, 245, 1175, 604]
schedule-row: ΑΡΙΘ. 1569: Ἠλεκτρικὰ ὑλικά [10, 1849, 171, 1861]
schedule-row: ΔΙΕΘΝΕΙΣ: [10, 1899, 64, 1911]
article-body: ΑΘΗΝΑΙ, 23.— Ὁ ὑπουργὸς δημοσίων ἔργων ἐνέκρινε τὴν διάθεσιν πιστώσεως διὰ τὴν συντήρησιν τοῦ ἐπαρχιακοῦ ὁδικοῦ δικτύου τοῦ νομοῦ Χαλκιδικῆς καὶ τὴν ἀσφαλτόστρωσιν τμημάτων αὐτοῦ. [7, 616, 204, 685]
article-body: ΟΥΑΣΙΓΚΤΩΝ, 23, (Γ.Ε. ὑπηρ.).— Ἡ προσέλευσις μεταναστῶν ἐπιστημόνων ἐκ τῆς Ἀσίας πρὸς τὰς Ἡνωμένας Πολιτείας αὐξάνεται συνεχῶς, ὥστε νὰ γίνεται λόγος περὶ «αἱμορραγίας ἐγκεφάλων» διὰ τὰς χώρας προελεύσεως. Ἡ μετανάστευσις αὐτὴ ἔχει ὡς ἀποτέλεσμα τὴν ἔλλειψιν εἰδικευμένων στελεχῶν εἰς τὰς ἀναπτυσσομένας χώρας. [427, 171, 615, 299]
article-body: Πληροφορίαι παρέχονται εἰς τὰ γραφεῖα τοῦ νοσοκομείου. Ὁ Πρόεδρος τοῦ Δ.Σ. [216, 1533, 414, 1568]
article-body: Αἱ γραπταὶ καὶ προφορικαὶ πτυχιακαὶ ἐξετάσεις ὅλων τῶν τμημάτων τῆς σχολῆς ΝΟΕ θὰ διεξαχθοῦν κατὰ τὸ ἀκόλουθον πρόγραμμα: Νομικὸν τμῆμα: Ἀστικὸν δίκαιον, Ἐμπορικὸν δίκαιον, Ποινικὸν δίκαιον, Διοικητικὸν δίκαιον εἰς τὸ ἀμφιθέατρον 11 π.μ. Οἰκονομικὸν τμῆμα: Πολιτικὴ οἰκονομία, Δημόσια οἰκονομικά, Στατιστική. Πολιτικὸν τμῆμα: Συνταγματικὸν δίκαιον, Διεθνὲς δίκαιον. Αἱ ἐξετάσεις ἀρχίζουν τὴν 5ην Φεβρουαρίου. Αἱ γραπταὶ καὶ προφορικαὶ πτυχιακαὶ ἐξετάσεις ὅλων τῶν τμημάτων τῆς σχολῆς ΝΟΕ θὰ διεξαχθοῦν κατὰ τὸ ἀκόλουθον πρόγραμμα: Νομικὸν τμῆμα: Ἀστικὸν δίκαιον, Ἐμπορικὸν δίκαιον, Ποινικὸν δίκαιον, Διοικητικὸν δίκαιον εἰς τὸ ἀμφιθέατρον 11 π.μ. Οἰκονομικὸν τμῆμα: Πολιτικὴ οἰκονομία, Δημόσια οἰκονομικά, Στατιστική. Πολιτικὸν τμῆμα: Συνταγματικὸν δίκαιον, Διεθνὲς δίκαιον. Αἱ ἐξετάσεις ἀρχίζουν τὴν 5ην Φεβρουαρίου. [629, 245, 804, 600]
article-title: ΣΗΤΕΙ ΠΡΟΣΩΠΙΚΟΝ Η ΚΟΙΝΟΠΡΑΞΙΑ ΟΔΩΝ ΚΑΙ ΟΔΟΣΤΡΩΣΙΑΣ [446, 1306, 596, 1346]
kicker: Ἐκστρατεία καθάρσεως τῆς γαλλικῆς [1226, 4, 1532, 23]
article-body: Ὁ διαγωνισμὸς τῆς 30ῆς Ἰανουαρίου ἀναβάλλεται διὰ τὴν 15ην Φεβρουαρίου 1973. ΑΘΗΝΑΙ, 23.— Διὰ νομοσχεδίου τοῦ ὑπουργείου πολιτισμοῦ τροποποιοῦνται αἱ διατάξεις περὶ συγκλήσεως ἐπιστημονικῶν συνεδρίων εἰς τὴν χώραν μας. [427, 1764, 615, 1859]
schedule-row: 20 Φεβρουαρίου 1973: [10, 1862, 129, 1874]
article-body: Τὸ Σάββατον, 8.30 μ.μ., εἰς τὴν αἴθουσαν τῆς ΧΟΣΕ θὰ γίνη ὁμιλία. κριτική θεωρητικὴ σημειώσεις 5 Φεβρουαρίου: Φυσιολογία φυτῶν, 8 Φεβρουαρίου: Ζωολογία, 12 Φεβρουαρίου: Γεωργικὴ οἰκονομία. [1000, 924, 1175, 1018]
article-body: Ὁ φθόγγος τῆς «φραγκλαῖ» ἐπεκτείνεται εἰς τὴν διαφήμισιν, τὴν τεχνολογίαν καὶ τὴν καθημερινὴν ὁμιλίαν. Τὸ «πίκ ἄπ» θὰ λέγεται πλέον «τοὺρ ντίσκ» καὶ τὸ «τάνκερ» «ναβὶρ σιτέρν». Ἡ κυβέρνησις ἐξέδωσε διάταγμα ὑποχρεωτικῆς χρήσεως τῶν νέων ὅρων εἰς τὰ δημόσια ἔγγραφα. Οἱ γλωσσαμύντορες ὑποστηρίζουν ὅτι ἡ γαλλικὴ γλῶσσα κινδυνεύει ἀπὸ τὴν εἰσβολὴν ξένων λέξεων. Παρεμβαίνει καὶ ἡ ἐπιτροπὴ ὁρολογίας τοῦ ὑπουργείου Βιομηχανίας, ἡ ὁποία προτείνει νέας γαλλικὰς λέξεις διὰ τὴν περιγραφὴν νέων τεχνικῶν ἐπιτευγμάτων. ΠΑΡΙΣΙΟΙ, 23. (Ἰδιαιτ. ὑπηρ.).— Ἐκστρατεία κατὰ τῆς «φραγκλαῖ», τοῦτέστιν τῆς ἀνάμειξεως γαλλικῶν καὶ ἀγγλικῶν λέξεων, ἐξαπέλυσαν οἱ Γάλλοι. Ἡ Γαλλικὴ Ἀκαδημία ἐνέκρινε κατάλογον ἀντικαταστάσεως ἀγγλικῶν ὅρων διὰ γαλλικῶν. Ἡ κυβέρνησις ἐξέδωσε διάταγμα ὑποχρεωτικῆς χρήσεως τῶν νέων ὅρων εἰς τὰ δημόσια ἔγγραφα. Οἱ γλωσσαμύντορες ὑποστηρίζουν ὅτι ἡ γαλλικὴ γλῶσσα κινδυνεύει ἀπὸ τὴν εἰσβολὴν ξένων λέξεων. [1385, 207, 1572, 576]
article-body: Τὸ διοικητικὸν συμβούλιον τοῦ νοσοκομείου λοιμωδῶν νόσων Θεσσαλονίκης προκηρύσσει τὴν πλήρωσιν ἐν θητεία θέσεων ἰατρῶν εἰδικευομένων. Αἱ αἰτήσεις ὑποβάλλονται μέχρι τέλους Φεβρουαρίου. [7, 1533, 204, 1614]
article-body: ΑΘΗΝΑΙ, 23.— Δι' ἀποφάσεως τοῦ ὑπουργοῦ κοινωνικῶν ὑπηρεσιῶν ἀνεγνωρίσθησαν νοσοκομεῖα διὰ τὴν εἰδίκευσιν ἰατρῶν εἰς διαφόρους εἰδικότητας. ΟΥΑΣΙΓΚΤΩΝ, 23, (Γ.Ε. ὑπηρ.).— Ἡ προσέλευσις μεταναστῶν ἐπιστημόνων ἐκ τῆς Ἀσίας πρὸς τὰς Ἡνωμένας Πολιτείας αὐξάνεται συνεχῶς, ὥστε νὰ γίνεται λόγος περὶ «αἱμορραγίας ἐγκεφάλων» διὰ τὰς χώρας προελεύσεως. Ἡ μετανάστευσις αὐτὴ ἔχει ὡς ἀποτέλεσμα τὴν ἔλλειψιν εἰδικευμένων στελεχῶν εἰς τὰς ἀναπτυσσομένας χώρας. [427, 937, 615, 1126]
article-title: ΑΝΑΒΟΛΗ ΔΙΑΓΩΝΙΣΜΟΥ ΤΟΥ ΟΣΕ [431, 1732, 611, 1760]
column-4 [1182, 0, 1575, 2324]
section-heading: ΚΤΗΝΙΑΤΡΙΚΗ [1046, 791, 1130, 805]
headline: Αἱμορραγία «ἐγκεφάλων» ἐκ τῆς Ἀσίας πρὸς τὰς Ηνωμ. Πολιτείας [9, 69, 412, 182]
page-number-label: Σελίς 6 [8, 4, 146, 38]
article-title: ΕΝΕΚΡΙΘΗ ΠΙΣΤΩΣΙΣ ΔΙΑ ΤΗΝ ΣΥΝΤΗΡΗΣΙΝ ΟΔΩΝ ΤΗΣ ΧΑΛΚΙΔΙΚΗΣ [17, 569, 194, 611]
